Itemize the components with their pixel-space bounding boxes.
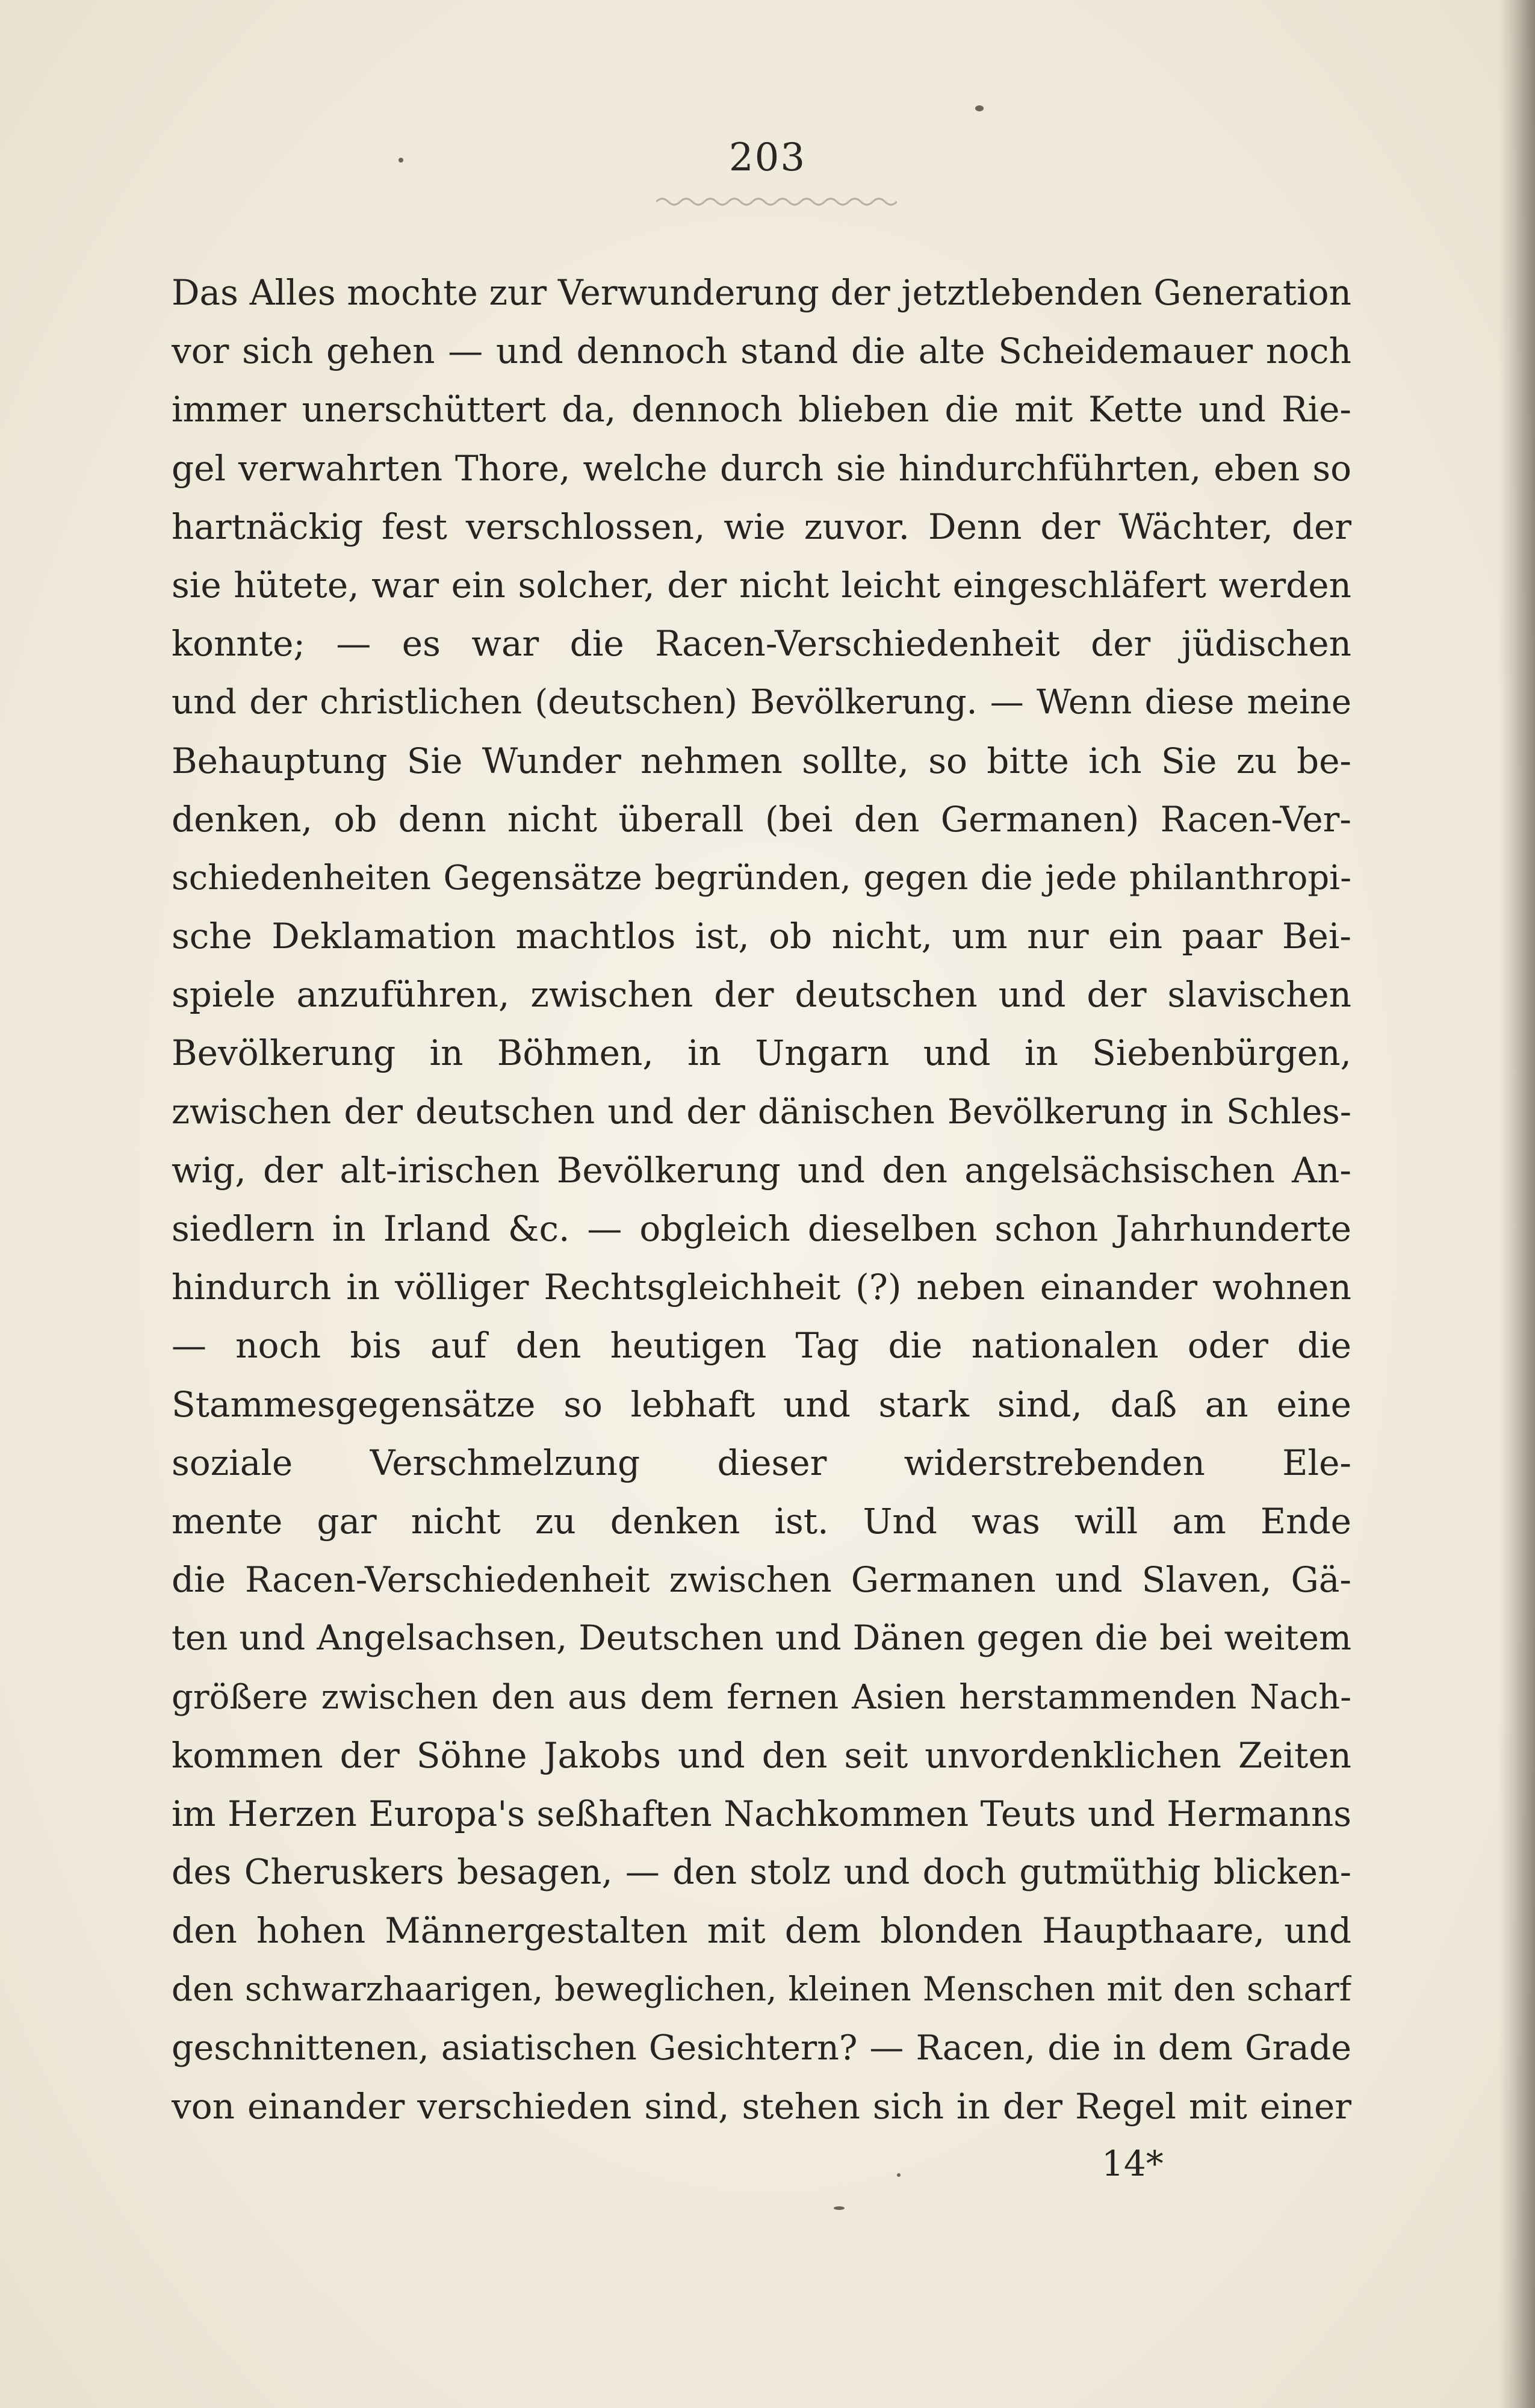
- paper-speck: [398, 158, 403, 163]
- text-line: gel verwahrten Thore, welche durch sie hindurchführten, eben so: [172, 447, 1351, 489]
- text-line: hartnäckig fest verschlossen, wie zuvor. Denn der Wächter, der: [172, 506, 1351, 547]
- text-line: im Herzen Europa's seßhaften Nachkommen Teuts und Hermanns: [172, 1793, 1351, 1834]
- text-line: kommen der Söhne Jakobs und den seit unvordenklichen Zeiten: [172, 1734, 1351, 1776]
- text-line: sche Deklamation machtlos ist, ob nicht, um nur ein paar Bei-: [172, 916, 1351, 957]
- text-line: schiedenheiten Gegensätze begründen, gegen die jede philanthropi-: [172, 858, 1351, 898]
- text-line: mente gar nicht zu denken ist. Und was will am Ende: [172, 1500, 1351, 1542]
- text-line: Das Alles mochte zur Verwunderung der jetztlebenden Generation: [172, 272, 1351, 313]
- text-line: spiele anzuführen, zwischen der deutschen und der slavischen: [172, 974, 1351, 1016]
- text-line: Behauptung Sie Wunder nehmen sollte, so bitte ich Sie zu be-: [172, 740, 1351, 781]
- binding-edge-shadow: [1499, 0, 1535, 2408]
- text-line: hindurch in völliger Rechtsgleichheit (?) neben einander wohnen: [172, 1267, 1351, 1308]
- page-number: 203: [728, 135, 807, 180]
- text-line: Bevölkerung in Böhmen, in Ungarn und in Siebenbürgen,: [172, 1032, 1351, 1074]
- paper-speck: [834, 2206, 845, 2210]
- text-line: ten und Angelsachsen, Deutschen und Dänen gegen die bei weitem: [172, 1618, 1351, 1659]
- text-line: geschnittenen, asiatischen Gesichtern? — Racen, die in dem Grade: [172, 2028, 1351, 2068]
- text-line: siedlern in Irland &c. — obgleich dieselben schon Jahrhunderte: [172, 1208, 1351, 1249]
- body-text: [172, 264, 1351, 2136]
- text-line: Stammesgegensätze so lebhaft und stark sind, daß an eine: [172, 1383, 1351, 1425]
- text-line: vor sich gehen — und dennoch stand die alte Scheidemauer noch: [172, 330, 1351, 372]
- text-line: — noch bis auf den heutigen Tag die nationalen oder die: [172, 1325, 1351, 1367]
- text-line: größere zwischen den aus dem fernen Asien herstammenden Nach-: [172, 1677, 1351, 1717]
- paper-speck: [975, 105, 984, 111]
- text-line: immer unerschüttert da, dennoch blieben die mit Kette und Rie-: [172, 389, 1351, 430]
- text-line: denken, ob denn nicht überall (bei den Germanen) Racen-Ver-: [172, 798, 1351, 840]
- text-line: soziale Verschmelzung dieser widerstrebenden Ele-: [172, 1442, 1351, 1483]
- text-line: zwischen der deutschen und der dänischen Bevölkerung in Schles-: [172, 1091, 1351, 1132]
- ornament-divider: [656, 193, 897, 211]
- text-line: konnte; — es war die Racen-Verschiedenheit der jüdischen: [172, 623, 1351, 665]
- text-line: die Racen-Verschiedenheit zwischen Germanen und Slaven, Gä-: [172, 1559, 1351, 1601]
- signature-mark: 14*: [1102, 2143, 1164, 2184]
- text-line: wig, der alt-irischen Bevölkerung und den angelsächsischen An-: [172, 1149, 1351, 1191]
- text-line: den schwarzhaarigen, beweglichen, kleinen Menschen mit den scharf: [172, 1970, 1351, 2009]
- text-line: den hohen Männergestalten mit dem blonden Haupthaare, und: [172, 1910, 1351, 1952]
- paper-speck: [897, 2173, 901, 2177]
- text-line: des Cheruskers besagen, — den stolz und doch gutmüthig blicken-: [172, 1852, 1351, 1893]
- text-line: von einander verschieden sind, stehen sich in der Regel mit einer: [172, 2085, 1351, 2127]
- text-line: und der christlichen (deutschen) Bevölkerung. — Wenn diese meine: [172, 683, 1351, 722]
- text-line: sie hütete, war ein solcher, der nicht leicht eingeschläfert werden: [172, 564, 1351, 606]
